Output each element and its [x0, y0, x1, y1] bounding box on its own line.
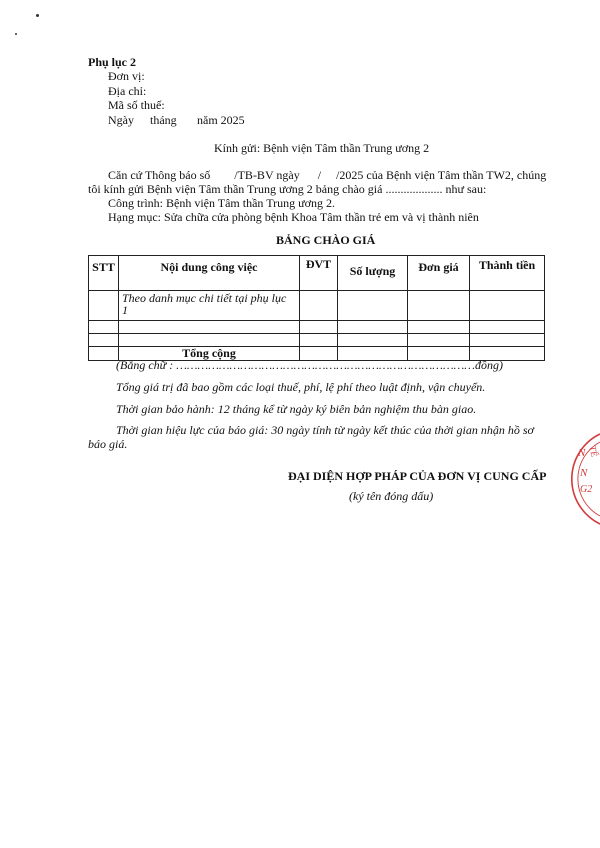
- cell-amount: [470, 291, 545, 321]
- row1-content-text: Theo danh mục chi tiết tại phụ lục: [122, 291, 287, 305]
- table-header-row: [89, 256, 545, 291]
- header-unit-price: Đơn giá: [408, 256, 470, 291]
- total-label: Tổng cộng: [119, 347, 300, 361]
- header-stt: STT: [89, 256, 119, 291]
- header-amount: Thành tiền: [470, 256, 545, 291]
- date-year: năm 2025: [197, 113, 245, 127]
- validity-note-cont: báo giá.: [88, 437, 128, 451]
- recipient-line: Kính gửi: Bệnh viện Tâm thần Trung ương 2: [214, 141, 430, 155]
- project-line: Công trình: Bệnh viện Tâm thần Trung ương 2.: [108, 196, 335, 210]
- date-day: Ngày: [108, 113, 134, 127]
- stamp-seal: [552, 428, 600, 528]
- cell-stt: [89, 291, 119, 321]
- cell-content: [119, 291, 300, 321]
- signature-note: (ký tên đóng dấu): [349, 489, 434, 503]
- body-line-2: tôi kính gửi Bệnh viện Tâm thần Trung ương 2 bảng chào giá ................... như sau:: [88, 182, 487, 196]
- cell-unit-price: [408, 291, 470, 321]
- svg-text:N: N: [578, 447, 586, 459]
- cell-quantity: [338, 291, 408, 321]
- warranty-note: Thời gian bảo hành: 12 tháng kể từ ngày ký biên bản nghiệm thu bàn giao.: [116, 402, 477, 416]
- body-line-1: Căn cứ Thông báo số /TB-BV ngày / /2025 của Bệnh viện Tâm thần TW2, chúng: [108, 168, 547, 182]
- item-line: Hạng mục: Sửa chữa cửa phòng bệnh Khoa Tâm thần trẻ em và vị thành niên: [108, 210, 479, 224]
- appendix-title: Phụ lục 2: [88, 55, 137, 69]
- cell-unit: [300, 291, 338, 321]
- tax-code-label: Mã số thuế:: [108, 98, 165, 112]
- svg-text:TẾ: TẾ: [587, 444, 600, 458]
- signature-title: ĐẠI DIỆN HỢP PHÁP CỦA ĐƠN VỊ CUNG CẤP: [288, 469, 547, 483]
- amount-in-words: (Bằng chữ : …………………………………………………………………………đồng): [116, 358, 503, 372]
- table-row: [89, 291, 545, 321]
- unit-label: Đơn vị:: [108, 69, 145, 83]
- header-unit: ĐVT: [300, 256, 338, 291]
- quote-table-title: BẢNG CHÀO GIÁ: [276, 233, 376, 247]
- table-row: [89, 334, 545, 347]
- svg-text:G2: G2: [580, 484, 593, 495]
- quote-table: [88, 255, 545, 361]
- date-month: tháng: [150, 113, 177, 127]
- tax-note: Tổng giá trị đã bao gồm các loại thuế, phí, lệ phí theo luật định, vận chuyển.: [116, 380, 486, 394]
- validity-note: Thời gian hiệu lực của báo giá: 30 ngày tính từ ngày kết thúc của thời gian nhận hồ sơ: [116, 423, 534, 437]
- table-row: [89, 321, 545, 334]
- header-quantity: Số lượng: [338, 256, 408, 291]
- address-label: Địa chỉ:: [108, 84, 147, 98]
- row1-content-number: 1: [122, 303, 128, 317]
- svg-text:N: N: [580, 467, 588, 479]
- header-content: Nội dung công việc: [119, 256, 300, 291]
